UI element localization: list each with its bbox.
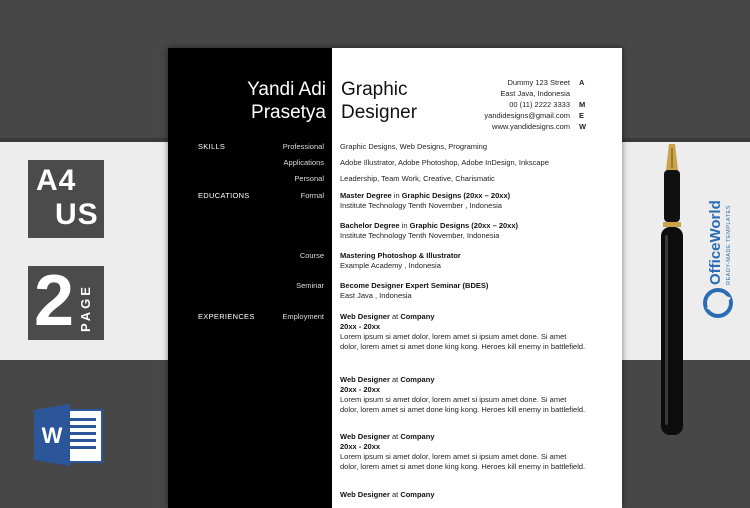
skill-label-professional: Professional — [282, 142, 324, 151]
education-formal-2: Bachelor Degree in Graphic Designs (20xx – 20xx) — [340, 221, 519, 230]
job-2-role: Web Designer at Company — [340, 375, 435, 384]
skill-label-personal: Personal — [294, 174, 324, 183]
experiences-heading: EXPERIENCES — [198, 312, 255, 321]
education-formal-1-school: Institute Technology Tenth November , Indonesia — [340, 201, 502, 210]
page-count-badge — [28, 261, 104, 341]
fountain-pen-icon — [648, 140, 694, 440]
contact-letter-m: M — [579, 100, 586, 109]
resume-page — [168, 48, 622, 508]
contact-phone: 00 (11) 2222 3333 — [509, 100, 570, 109]
skill-value-applications: Adobe Illustrator, Adobe Photoshop, Adobe InDesign, Inkscape — [340, 158, 549, 167]
brand-tagline: READY-MADE TEMPLATES — [726, 205, 732, 285]
skill-value-professional: Graphic Designs, Web Designs, Programing — [340, 142, 488, 151]
resume-title — [341, 78, 417, 124]
page-count-number: 2 — [34, 261, 75, 341]
job-1-role: Web Designer at Company — [340, 312, 435, 321]
job-3-description: Lorem ipsum si amet dolor, lorem amet si ipsum amet done. Si amet dolor, lorem amet si amet done king kong. Heroes kill enemy in battlefield. — [340, 452, 586, 471]
brand-name: OfficeWorld — [707, 200, 724, 285]
svg-text:W: W — [41, 423, 63, 448]
education-course-title: Mastering Photoshop & Illustrator — [340, 251, 461, 260]
paper-size-a4: A4 — [36, 164, 77, 197]
education-label-course: Course — [299, 251, 324, 260]
officeworld-logo — [698, 175, 738, 325]
resume-name — [247, 78, 326, 124]
skill-value-personal: Leadership, Team Work, Creative, Charismatic — [340, 174, 495, 183]
title-line-1: Graphic — [341, 79, 408, 100]
title-line-2: Designer — [341, 102, 418, 123]
contact-letter-a: A — [579, 78, 585, 87]
experience-label-employment: Employment — [282, 312, 324, 321]
word-document-icon — [32, 402, 104, 468]
job-3-role: Web Designer at Company — [340, 432, 435, 441]
name-line-2: Prasetya — [251, 102, 326, 123]
education-formal-2-school: Institute Technology Tenth November, Indonesia — [340, 231, 500, 240]
page-count-word: PAGE — [78, 284, 93, 332]
contact-address-2: East Java, Indonesia — [500, 89, 570, 98]
education-seminar-title: Become Designer Expert Seminar (BDES) — [340, 281, 489, 290]
job-2-description: Lorem ipsum si amet dolor, lorem amet si ipsum amet done. Si amet dolor, lorem amet si amet done king kong. Heroes kill enemy in battlefield. — [340, 395, 586, 414]
skill-label-applications: Applications — [283, 158, 324, 167]
skills-heading: SKILLS — [198, 142, 226, 151]
education-seminar-place: East Java , Indonesia — [340, 291, 412, 300]
education-label-seminar: Seminar — [296, 281, 324, 290]
education-course-place: Example Academy , Indonesia — [340, 261, 441, 270]
education-label-formal: Formal — [300, 191, 324, 200]
contact-block — [484, 77, 570, 132]
name-line-1: Yandi Adi — [247, 79, 326, 100]
contact-letter-w: W — [579, 122, 587, 131]
education-formal-1: Master Degree in Graphic Designs (20xx – 20xx) — [340, 191, 511, 200]
contact-letter-e: E — [579, 111, 585, 120]
contact-web: www.yandidesigns.com — [492, 122, 570, 131]
job-3-years: 20xx - 20xx — [340, 442, 381, 451]
paper-size-us: US — [55, 198, 99, 231]
educations-heading: EDUCATIONS — [198, 191, 250, 200]
contact-address-1: Dummy 123 Street — [507, 78, 570, 87]
job-1-years: 20xx - 20xx — [340, 322, 381, 331]
paper-size-badge — [28, 160, 104, 238]
job-2-years: 20xx - 20xx — [340, 385, 381, 394]
job-1-description: Lorem ipsum si amet dolor, lorem amet si ipsum amet done. Si amet dolor, lorem amet si amet done king kong. Heroes kill enemy in battlefield. — [340, 332, 586, 351]
contact-email: yandidesigns@gmail.com — [484, 111, 570, 120]
job-4-role: Web Designer at Company — [340, 490, 435, 499]
contact-letters — [579, 77, 586, 132]
